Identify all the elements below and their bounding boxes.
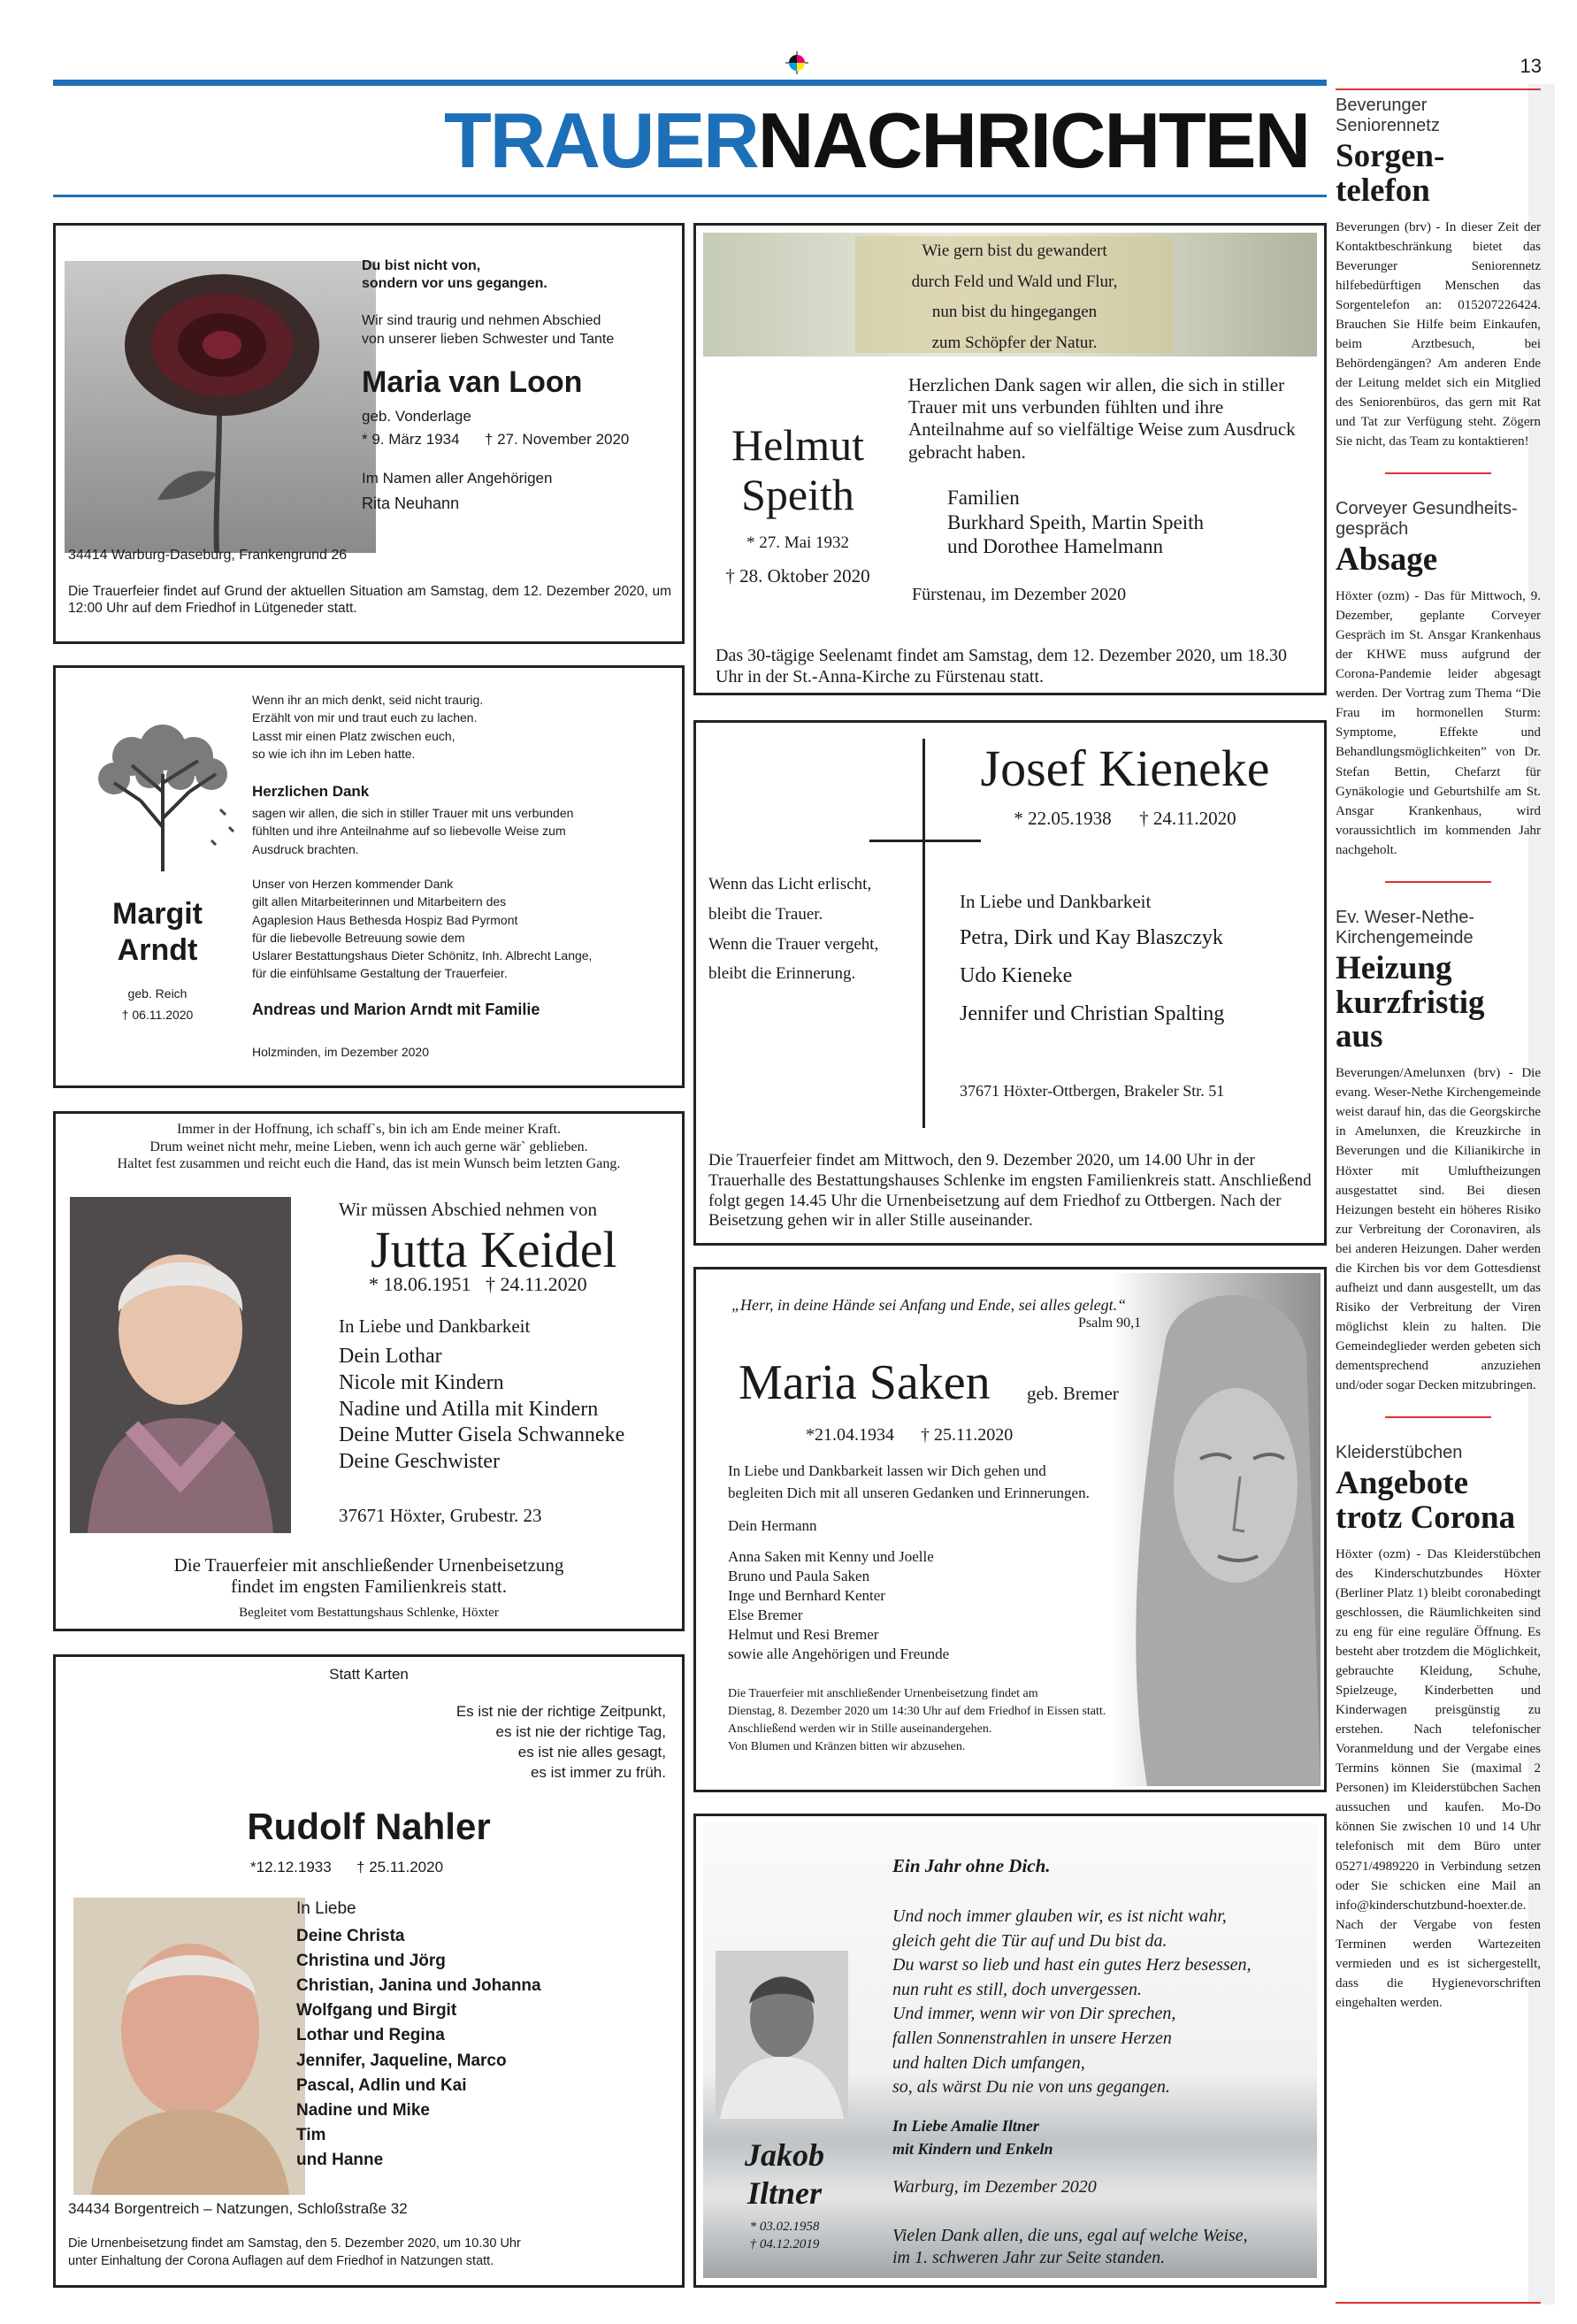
deceased-name: Rudolf Nahler — [247, 1806, 491, 1847]
portrait-photo — [716, 1951, 848, 2119]
article-separator — [1385, 472, 1491, 474]
cross-horizontal — [869, 840, 981, 842]
address: 34434 Borgentreich – Natzungen, Schloßstraße 32 — [68, 2200, 408, 2217]
family-intro: In Liebe und Dankbarkeit — [339, 1315, 531, 1337]
poem: Und noch immer glauben wir, es ist nicht wahr, gleich geht die Tür auf und Du bist da. Du warst so lieb und hast ein gutes Herz besessen, nun ruht es still, doch unvergessen. Und immer, wenn wir von Dir sprechen, fallen Sonnenstrahlen in unsere Herzen und halten Dich umfangen, so, als wärst Du nie von uns gegangen. — [892, 1906, 1252, 2098]
psalm: Psalm 90,1 — [1078, 1315, 1142, 1331]
deceased-name: Maria Saken — [739, 1355, 991, 1410]
article-kicker: Corveyer Gesundheits- gespräch — [1336, 499, 1518, 540]
life-dates: * 22.05.1938 † 24.11.2020 — [1014, 808, 1236, 829]
article-kicker: Ev. Weser-Nethe- Kirchengemeinde — [1336, 907, 1475, 947]
article-headline: Heizung kurzfristig aus — [1336, 949, 1485, 1055]
funeral-info: Die Trauerfeier findet am Mittwoch, den 9. Dezember 2020, um 14.00 Uhr in der Trauerhalle des Bestattungshauses Schlenke im engsten Familienkreis statt. Anschließend folgt gegen 14.45 Uhr die Urnenbeisetzung auf dem Friedhof zu Ottbergen. Nach der Beisetzung gehen wir in aller Stille auseinander. — [708, 1151, 1312, 1231]
article-text: Höxter (ozm) - Das für Mittwoch, 9. Dezember, geplante Corveyer Gespräch im St. Ansgar Krankenhaus der KHWE muss aufgrund der Corona-Pandemie leider abgesagt werden. Der Vortrag zum Thema “Die Frau im hormonellen Sturm: Symptome, Effekte und Behandlungsmöglichkeiten” von Dr. Stefan Bettin, Chefarzt für Gynäkologie und Geburtshilfe am St. Ansgar Krankenhaus, wird voraussichtlich im kommenden Jahr nachgeholt. — [1336, 589, 1541, 857]
life-dates: * 18.06.1951 † 24.11.2020 — [369, 1273, 587, 1295]
family: Petra, Dirk und Kay Blaszczyk Udo Kieneke Jennifer und Christian Spalting — [960, 926, 1225, 1026]
thanks-text: sagen wir allen, die sich in stiller Trauer mit uns verbunden fühlten und ihre Anteilnahme auf so liebevolle Weise zum Ausdruck brachten. — [252, 806, 574, 856]
article-text: Beverungen (brv) - In dieser Zeit der Kontaktbeschränkung bietet das Beverunger Seniorennetz hilfebedürftigen Menschen das Sorgentelefon an: 015207226424. Brauchen Sie Hilfe beim Einkaufen, beim Arztbesuch, bei Behördengängen? Am anderen Ende der Leitung meldet sich ein Mitglied des Seniorenbüros, das gern mit Rat und Tat zur Verfügung steht. Zögern Sie nicht, das Team zu kontaktieren! — [1336, 219, 1541, 449]
sidebar-news — [1336, 96, 1541, 2013]
deceased-name: Josef Kieneke — [980, 740, 1270, 797]
family-intro: In Liebe — [296, 1899, 356, 1918]
mass-info: Das 30-tägige Seelenamt findet am Samstag, dem 12. Dezember 2020, um 18.30 Uhr in der St.-Anna-Kirche zu Fürstenau statt. — [716, 646, 1287, 686]
address: 37671 Höxter, Grubestr. 23 — [339, 1505, 542, 1526]
sidebar-rule-top — [1336, 88, 1541, 90]
family: In Liebe Amalie Iltner mit Kindern und Enkeln — [892, 2117, 1053, 2158]
cross-vertical — [922, 739, 925, 1128]
article-kicker: Kleiderstübchen — [1336, 1443, 1463, 1463]
article-headline: Absage — [1336, 541, 1438, 579]
portrait-photo — [73, 1898, 305, 2195]
article-separator — [1385, 881, 1491, 883]
thanks: Vielen Dank allen, die uns, egal auf welche Weise, im 1. schweren Jahr zur Seite standen. — [892, 2226, 1248, 2268]
deceased-name: Margit Arndt — [112, 897, 203, 967]
thanks: Herzlichen Dank sagen wir allen, die sich in stiller Trauer mit uns verbunden fühlten und ihre Anteilnahme auf so vielfältige Weise zum Ausdruck gebracht haben. — [908, 374, 1296, 463]
intro-text: Wir sind traurig und nehmen Abschied von unserer lieben Schwester und Tante — [362, 313, 615, 347]
article-heizung — [1336, 908, 1541, 1395]
article-kicker: Beverunger Seniorennetz — [1336, 96, 1440, 135]
article-headline: Angebote trotz Corona — [1336, 1465, 1516, 1536]
poem: Wenn das Licht erlischt, bleibt die Trauer. Wenn die Trauer vergeht, bleibt die Erinnerung. — [708, 875, 879, 984]
obituary-rudolf-nahler — [53, 1654, 685, 2288]
undertaker: Begleitet vom Bestattungshaus Schlenke, Höxter — [239, 1606, 499, 1620]
deceased-name: Helmut Speith — [731, 420, 864, 519]
poem: Es ist nie der richtige Zeitpunkt, es ist nie der richtige Tag, es ist nie alles gesagt, es ist immer zu früh. — [455, 1703, 666, 1782]
obituary-maria-van-loon — [53, 223, 685, 644]
family: Anna Saken mit Kenny und Joelle Bruno und Paula Saken Inge und Bernhard Kenter Else Bremer Helmut und Resi Bremer sowie alle Angehörigen und Freunde — [728, 1548, 950, 1663]
place-date: Holzminden, im Dezember 2020 — [252, 1045, 429, 1059]
funeral-info: Die Trauerfeier mit anschließender Urnenbeisetzung findet am Dienstag, 8. Dezember 2020 um 14:30 Uhr auf dem Friedhof in Eissen statt. Anschließend werden wir in Stille auseinandergehen. Von Blumen und Kränzen bitten wir abzusehen. — [728, 1687, 1106, 1753]
article-separator — [1385, 1416, 1491, 1418]
registration-mark-icon — [785, 51, 808, 74]
gratitude-text: Unser von Herzen kommender Dank gilt allen Mitarbeiterinnen und Mitarbeitern des Agaplesion Haus Bethesda Hospiz Bad Pyrmont für die liebevolle Betreuung sowie dem Uslarer Bestattungshaus Dieter Schönitz, Inh. Albrecht Lange, für die einfühlsame Gestaltung der Trauerfeier. — [252, 877, 593, 981]
sidebar-rule-bottom — [1336, 2302, 1541, 2304]
page-number: 13 — [1520, 55, 1542, 77]
article-absage — [1336, 499, 1541, 860]
obituary-margit-arndt — [53, 665, 685, 1088]
death-date: † 28. Oktober 2020 — [725, 565, 870, 587]
deceased-name: Jutta Keidel — [371, 1221, 617, 1278]
spouse: Dein Hermann — [728, 1517, 817, 1534]
life-dates: * 9. März 1934 † 27. November 2020 — [362, 431, 630, 448]
article-headline: Sorgen- telefon — [1336, 138, 1445, 209]
article-sorgentelefon — [1336, 96, 1541, 451]
article-kleiderstuebchen — [1336, 1443, 1541, 2013]
deceased-name: Maria van Loon — [362, 365, 583, 399]
funeral-info: Die Trauerfeier findet auf Grund der aktuellen Situation am Samstag, dem 12. Dezember 2020, um 12:00 Uhr auf dem Friedhof in Lütgeneder statt. — [68, 584, 671, 617]
intro: Wir müssen Abschied nehmen von — [339, 1199, 597, 1220]
obituary-josef-kieneke — [693, 720, 1327, 1246]
family: Dein Lothar Nicole mit Kindern Nadine und Atilla mit Kindern Deine Mutter Gisela Schwanneke Deine Geschwister — [339, 1345, 625, 1473]
header-note: Ein Jahr ohne Dich. — [892, 1855, 1051, 1876]
funeral-info: Die Trauerfeier mit anschließender Urnenbeisetzung findet im engsten Familienkreis statt. — [173, 1554, 564, 1598]
birth-name: geb. Reich — [127, 986, 188, 1001]
poem: Immer in der Hoffnung, ich schaff`s, bin ich am Ende meiner Kraft. Drum weinet nicht mehr, meine Lieben, wenn ich auch gerne wär` geblieben. Haltet fest zusammen und reicht euch die Hand, das ist mein Wunsch beim letzten Gang. — [117, 1122, 621, 1172]
poem: Wenn ihr an mich denkt, seid nicht traurig. Erzählt von mir und traut euch zu lachen. Lasst mir einen Platz zwischen euch, so wie ich ihn im Leben hatte. — [252, 693, 484, 761]
funeral-info: Die Urnenbeisetzung findet am Samstag, den 5. Dezember 2020, um 10.30 Uhr unter Einhaltung der Corona Auflagen auf dem Friedhof in Natzungen statt. — [68, 2236, 521, 2268]
obituary-jutta-keidel — [53, 1111, 685, 1631]
birth-date: * 03.02.1958 — [749, 2220, 820, 2234]
page-title: TRAUERNACHRICHTEN — [444, 96, 1309, 184]
article-text: Beverungen/Amelunxen (brv) - Die evang. Weser-Nethe Kirchengemeinde weist darauf hin, das die Georgskirche in Amelunxen, die Kreuzkirche in Beverungen und die Kilianikirche in Höxter mit Umluftheizungen ausgestattet sind. Bei diesen Heizungen besteht ein höheres Risiko zur Verbreitung der Coronaviren, als bei anderen Heizungen. Daher werden die Kirchen bis vor dem Gottesdienst aufheizt und dann ausgestellt, um das Risiko der Verbreitung der Viren möglichst klein zu halten. Die Gemeindeglieder werden gebeten sich dementsprechend anzuziehen und/oder sogar Decken mitzubringen. — [1336, 1066, 1541, 1393]
rose-photo — [65, 261, 376, 588]
address: 37671 Höxter-Ottbergen, Brakeler Str. 51 — [960, 1082, 1225, 1100]
birth-date: * 27. Mai 1932 — [746, 533, 850, 552]
family: Deine Christa Christina und Jörg Christian, Janina und Johanna Wolfgang und Birgit Lothar und Regina Jennifer, Jaqueline, Marco Pascal, Adlin und Kai Nadine und Mike Tim und Hanne — [296, 1927, 541, 2169]
thanks-heading: Herzlichen Dank — [252, 783, 370, 800]
family-intro: Im Namen aller Angehörigen — [362, 470, 553, 487]
life-dates: *21.04.1934 † 25.11.2020 — [806, 1425, 1014, 1445]
header-rule-bottom — [53, 195, 1327, 197]
birth-name: geb. Bremer — [1027, 1383, 1119, 1404]
signer: Rita Neuhann — [362, 495, 460, 512]
text: In Liebe und Dankbarkeit lassen wir Dich gehen und begleiten Dich mit all unseren Gedanken und Erinnerungen. — [728, 1462, 1090, 1501]
quote: „Herr, in deine Hände sei Anfang und Ende, sei alles gelegt.“ — [731, 1296, 1127, 1314]
death-date: † 04.12.2019 — [749, 2237, 820, 2251]
portrait-photo — [70, 1197, 291, 1533]
header-note: Statt Karten — [329, 1666, 409, 1683]
death-date: † 06.11.2020 — [121, 1008, 194, 1022]
families: Familien Burkhard Speith, Martin Speith und Dorothee Hamelmann — [947, 487, 1205, 558]
birth-name: geb. Vonderlage — [362, 408, 471, 425]
deceased-name: Jakob Iltner — [745, 2137, 824, 2212]
tree-icon — [79, 721, 247, 871]
family-intro: In Liebe und Dankbarkeit — [960, 891, 1152, 912]
poem: Wie gern bist du gewandert durch Feld und Wald und Flur, nun bist du hingegangen zum Schöpfer der Natur. — [855, 236, 1174, 353]
intro-bold: Du bist nicht von, sondern vor uns gegangen. — [362, 258, 547, 291]
family: Andreas und Marion Arndt mit Familie — [252, 1001, 540, 1018]
place-date: Warburg, im Dezember 2020 — [892, 2177, 1097, 2197]
obituary-maria-saken — [693, 1267, 1327, 1792]
life-dates: *12.12.1933 † 25.11.2020 — [250, 1859, 444, 1875]
address: 34414 Warburg-Daseburg, Frankengrund 26 — [68, 548, 348, 563]
header-rule-top — [53, 80, 1327, 86]
place-date: Fürstenau, im Dezember 2020 — [912, 585, 1127, 604]
article-text: Höxter (ozm) - Das Kleiderstübchen des Kinderschutzbundes Höxter (Berliner Platz 1) bleibt coronabedingt geschlossen, die Räumlichkeiten sind zu eng für eine reguläre Öffnung. Es besteht aber trotzdem die Möglichkeit, gebrauchte Kleidung, Schuhe, Spielzeuge, Kinderbetten und Kinderwagen preisgünstig zu erstehen. Nach telefonischer Voranmeldung und der Vergabe eines Termins können Sie (maximal 2 Personen) im Kleiderstübchen Sachen aussuchen und kaufen. Mo-Do können Sie zwischen 10 und 14 Uhr telefonisch mit dem Büro unter 05271/4989220 in Verbindung setzen oder Sie schicken eine Mail an info@kinderschutzbund-hoexter.de. Nach der Vergabe von festen Terminen werden Wartezeiten vermieden und es ist sichergestellt, dass die Hygienevorschriften eingehalten werden. — [1336, 1546, 1542, 2010]
obituary-jakob-iltner — [693, 1814, 1327, 2288]
obituary-helmut-speith — [693, 223, 1327, 695]
